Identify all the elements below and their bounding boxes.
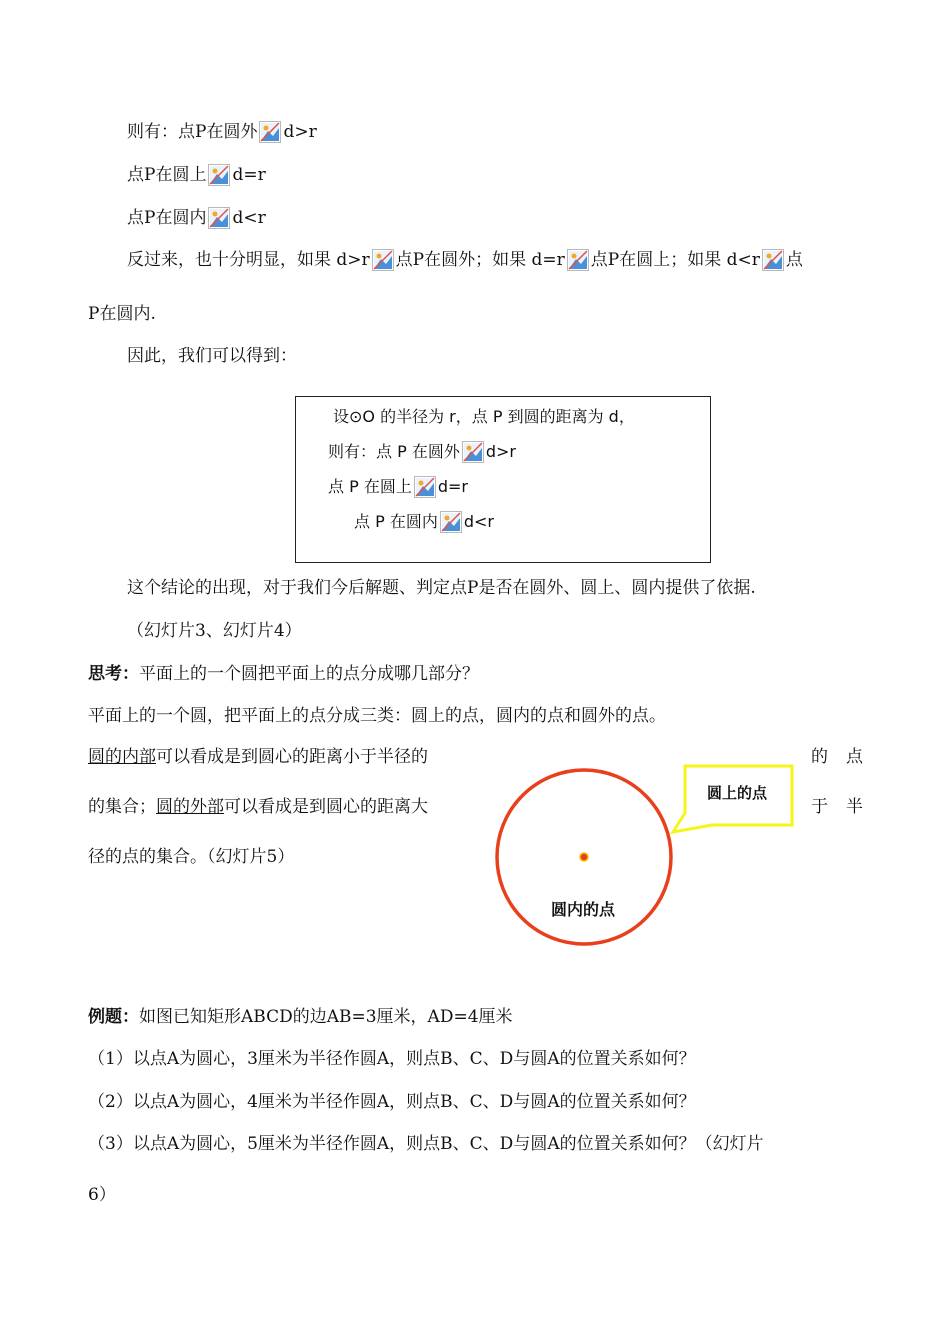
callout-label: 圆上的点	[707, 784, 768, 802]
line-therefore: 因此，我们可以得到：	[127, 346, 297, 366]
image-placeholder-icon	[208, 164, 230, 186]
question-3-end: 6）	[88, 1185, 116, 1205]
line-converse-end: P在圆内.	[88, 304, 156, 324]
question-2: （2）以点A为圆心，4厘米为半径作圆A，则点B、C、D与圆A的位置关系如何？	[88, 1092, 696, 1112]
wrap-right-2a: 于	[811, 797, 828, 817]
three-kinds-line: 平面上的一个圆，把平面上的点分成三类：圆上的点，圆内的点和圆外的点。	[88, 706, 666, 726]
line-on: 点P在圆上 d=r	[127, 165, 266, 185]
question-3: （3）以点A为圆心，5厘米为半径作圆A，则点B、C、D与圆A的位置关系如何？（幻灯片	[88, 1134, 764, 1154]
image-placeholder-icon	[462, 441, 484, 463]
question-1: （1）以点A为圆心，3厘米为半径作圆A，则点B、C、D与圆A的位置关系如何？	[88, 1049, 696, 1069]
slide-ref-3-4: （幻灯片3、幻灯片4）	[127, 621, 302, 641]
outer-definition-end: 径的点的集合。（幻灯片5）	[88, 847, 295, 867]
center-point	[580, 853, 588, 861]
box-line-on: 点 P 在圆上 d=r	[328, 477, 468, 496]
image-placeholder-icon	[208, 207, 230, 229]
box-line-inside: 点 P 在圆内 d<r	[354, 512, 494, 531]
think-label: 思考：	[88, 664, 139, 684]
line-outside: 则有：点P在圆外 d>r	[127, 122, 317, 142]
image-placeholder-icon	[414, 476, 436, 498]
image-placeholder-icon	[259, 121, 281, 143]
wrap-right-1b: 点	[846, 747, 863, 767]
box-line-outside: 则有：点 P 在圆外 d>r	[328, 442, 516, 461]
example-label: 例题：	[88, 1007, 139, 1027]
image-placeholder-icon	[372, 249, 394, 271]
conclusion-box	[295, 396, 711, 563]
conclusion-remark: 这个结论的出现，对于我们今后解题、判定点P是否在圆外、圆上、圆内提供了依据.	[127, 578, 756, 598]
image-placeholder-icon	[762, 249, 784, 271]
line-converse: 反过来，也十分明显，如果 d>r 点P在圆外；如果 d=r 点P在圆上；如果 d<r 点	[127, 250, 803, 270]
image-placeholder-icon	[567, 249, 589, 271]
wrap-right-2b: 半	[846, 797, 863, 817]
example-line: 例题：如图已知矩形ABCD的边AB=3厘米，AD=4厘米	[88, 1007, 513, 1027]
wrap-right-1a: 的	[811, 747, 828, 767]
outer-definition: 的集合；圆的外部可以看成是到圆心的距离大	[88, 797, 428, 817]
think-line: 思考：平面上的一个圆把平面上的点分成哪几部分？	[88, 664, 479, 684]
line-inside: 点P在圆内 d<r	[127, 208, 266, 228]
inner-definition: 圆的内部可以看成是到圆心的距离小于半径的	[88, 747, 428, 767]
image-placeholder-icon	[440, 511, 462, 533]
inside-label: 圆内的点	[551, 900, 616, 919]
box-line-def: 设⊙O 的半径为 r，点 P 到圆的距离为 d，	[333, 407, 635, 426]
